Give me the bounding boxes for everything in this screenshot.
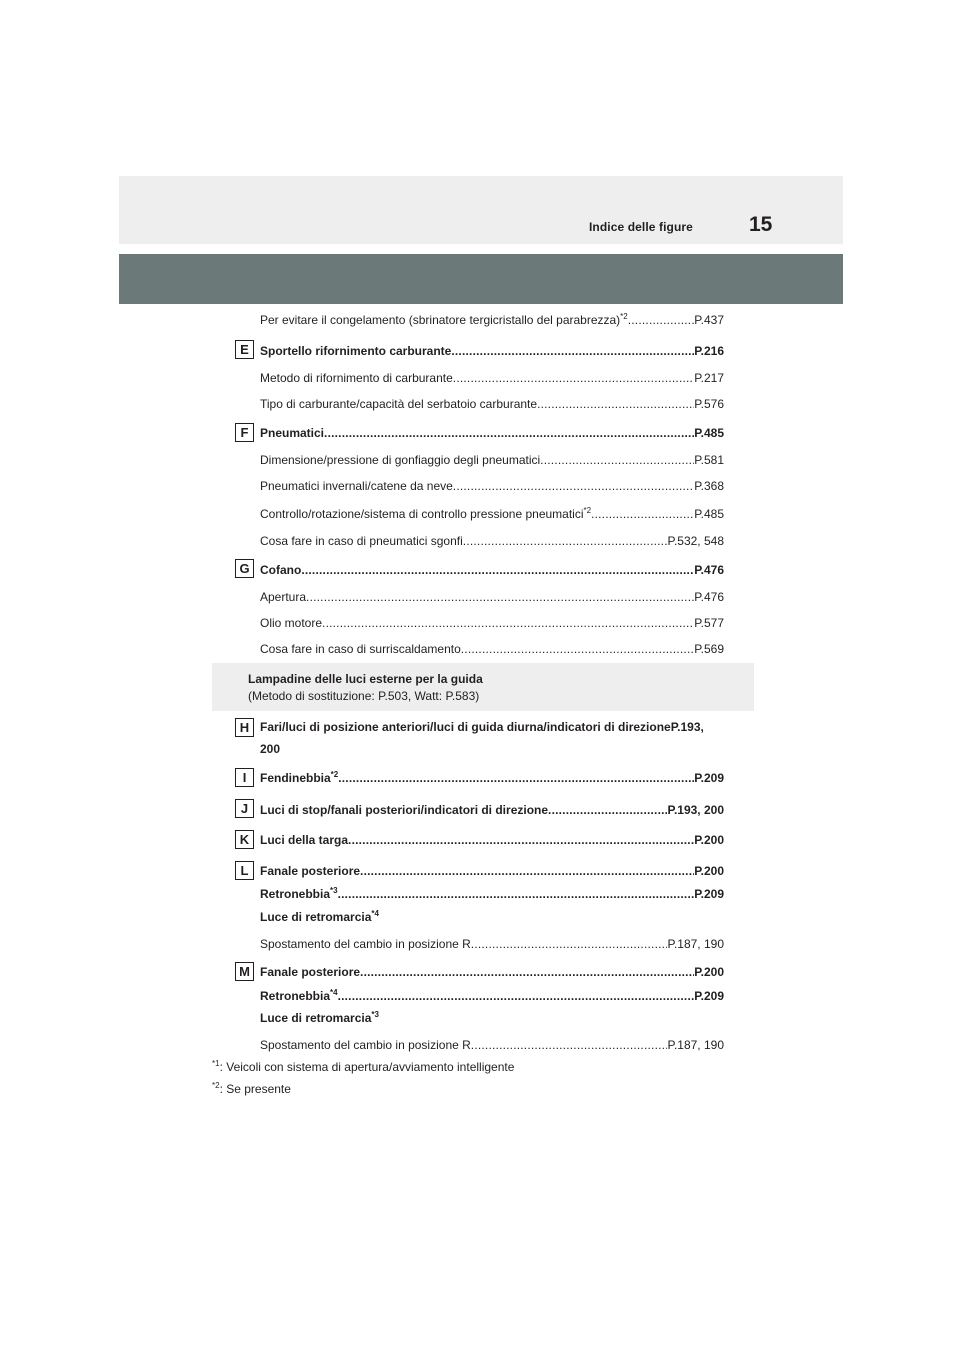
entry-page-ref: P.209 (694, 887, 724, 901)
index-entry-heading (260, 770, 724, 786)
entry-page-ref: P.187, 190 (667, 1038, 724, 1052)
callout-letter-h: H (235, 718, 254, 737)
footnote-1 (212, 1060, 514, 1074)
index-entry-heading (260, 886, 724, 902)
dot-leader (537, 396, 694, 412)
entry-page-ref: P.193, 200 (667, 803, 724, 817)
dot-leader (322, 615, 694, 631)
dot-leader (461, 641, 694, 657)
page-header (119, 176, 843, 244)
entry-label: Olio motore (260, 616, 323, 630)
entry-page-ref: P.581 (694, 453, 724, 467)
callout-letter-j: J (235, 799, 254, 818)
index-entry-heading (260, 832, 724, 848)
dot-leader (338, 770, 694, 786)
entry-page-ref: P.216 (694, 344, 724, 358)
index-entry (260, 589, 724, 605)
dot-leader (360, 964, 694, 980)
entry-label: Dimensione/pressione di gonfiaggio degli pneumatici (260, 453, 541, 467)
footnote-text: : Se presente (219, 1082, 291, 1096)
index-entry-heading (260, 343, 724, 359)
entry-label: Cosa fare in caso di surriscaldamento (260, 642, 461, 656)
dot-leader (540, 452, 694, 468)
dot-leader (338, 886, 695, 902)
entry-page-ref: P.209 (694, 989, 724, 1003)
dot-leader (348, 832, 694, 848)
callout-letter-k: K (235, 830, 254, 849)
page-number: 15 (749, 213, 773, 236)
callout-letter-g: G (235, 559, 254, 578)
entry-label: Luci della targa (260, 833, 349, 847)
entry-page-ref: P.187, 190 (667, 937, 724, 951)
index-entry (260, 396, 724, 412)
entry-page-ref: P.485 (694, 426, 724, 440)
footnote-text: : Veicoli con sistema di apertura/avviamento intelligente (219, 1060, 515, 1074)
entry-page-ref: P.437 (694, 313, 724, 327)
index-entry-heading: Luce di retromarcia$^{*4}$ (260, 909, 379, 924)
index-entry (260, 506, 724, 522)
index-entry (260, 478, 724, 494)
callout-letter-l: L (235, 861, 254, 880)
entry-label: Luci di stop/fanali posteriori/indicatori di direzione (260, 803, 549, 817)
entry-label: Fendinebbia$^{*2}$ (260, 770, 339, 785)
entry-label: Spostamento del cambio in posizione R (260, 1038, 471, 1052)
dot-leader (548, 802, 667, 818)
index-entry-heading (260, 802, 724, 818)
index-entry (260, 936, 724, 952)
dot-leader (324, 425, 694, 441)
info-box-title: Lampadine delle luci esterne per la guida (248, 672, 483, 686)
dot-leader (301, 562, 694, 578)
entry-page-ref: P.569 (694, 642, 724, 656)
header-bar (119, 254, 843, 304)
dot-leader (471, 936, 668, 952)
dot-leader (628, 312, 694, 328)
dot-leader (306, 589, 694, 605)
entry-page-ref: P.217 (694, 371, 724, 385)
footnote-2 (212, 1082, 291, 1096)
callout-letter-m: M (235, 962, 254, 981)
entry-label: Fanale posteriore (260, 965, 361, 979)
entry-page-ref: P.577 (694, 616, 724, 630)
index-entry (260, 452, 724, 468)
index-entry-heading: Fari/luci di posizione anteriori/luci di guida diurna/indicatori di direzioneP.193, 200 (260, 720, 704, 756)
index-entry-heading (260, 988, 724, 1004)
entry-page-ref: P.209 (694, 771, 724, 785)
index-entry (260, 615, 724, 631)
dot-leader (360, 863, 694, 879)
entry-page-ref: P.200 (694, 833, 724, 847)
dot-leader (451, 343, 694, 359)
entry-label: Metodo di rifornimento di carburante (260, 371, 453, 385)
entry-label: Controllo/rotazione/sistema di controllo pressione pneumatici$^{*2}$ (260, 506, 592, 521)
footnote-mark: *1 (212, 1059, 220, 1068)
callout-letter-f: F (235, 423, 254, 442)
info-box-subtitle: (Metodo di sostituzione: P.503, Watt: P.583) (248, 689, 480, 703)
entry-page-ref: P.532, 548 (667, 534, 724, 548)
index-entry (260, 533, 724, 549)
entry-page-ref: P.200 (694, 864, 724, 878)
entry-page-ref: P.368 (694, 479, 724, 493)
index-entry-heading (260, 863, 724, 879)
dot-leader (453, 370, 694, 386)
index-entry-heading (260, 425, 724, 441)
entry-page-ref: P.576 (694, 397, 724, 411)
entry-label: Fanale posteriore (260, 864, 361, 878)
index-entry-heading: Luce di retromarcia$^{*3}$ (260, 1010, 379, 1025)
entry-page-ref: P.485 (694, 507, 724, 521)
dot-leader (471, 1037, 668, 1053)
entry-page-ref: P.476 (694, 590, 724, 604)
entry-label: Tipo di carburante/capacità del serbatoio carburante (260, 397, 538, 411)
index-entry-heading (260, 964, 724, 980)
index-entry (260, 1037, 724, 1053)
dot-leader (338, 988, 695, 1004)
entry-label: Apertura (260, 590, 307, 604)
callout-letter-e: E (235, 340, 254, 359)
entry-label: Pneumatici (260, 426, 325, 440)
entry-label: Sportello rifornimento carburante (260, 344, 452, 358)
entry-page-ref: P.200 (694, 965, 724, 979)
index-entry (260, 312, 724, 328)
index-entry (260, 370, 724, 386)
index-entry-heading (260, 562, 724, 578)
entry-label: Pneumatici invernali/catene da neve (260, 479, 453, 493)
dot-leader (591, 506, 694, 522)
section-info-box (212, 663, 754, 711)
dot-leader (463, 533, 668, 549)
entry-label: Per evitare il congelamento (sbrinatore tergicristallo del parabrezza)$^{*2}$ (260, 312, 628, 327)
entry-page-ref: P.476 (694, 563, 724, 577)
entry-label: Retronebbia$^{*3}$ (260, 886, 338, 901)
callout-letter-i: I (235, 768, 254, 787)
entry-label: Cosa fare in caso di pneumatici sgonfi (260, 534, 463, 548)
entry-label: Spostamento del cambio in posizione R (260, 937, 471, 951)
index-entry (260, 641, 724, 657)
section-title: Indice delle figure (589, 220, 693, 234)
entry-label: Retronebbia$^{*4}$ (260, 988, 338, 1003)
dot-leader (453, 478, 694, 494)
footnote-mark: *2 (212, 1081, 220, 1090)
entry-label: Cofano (260, 563, 302, 577)
